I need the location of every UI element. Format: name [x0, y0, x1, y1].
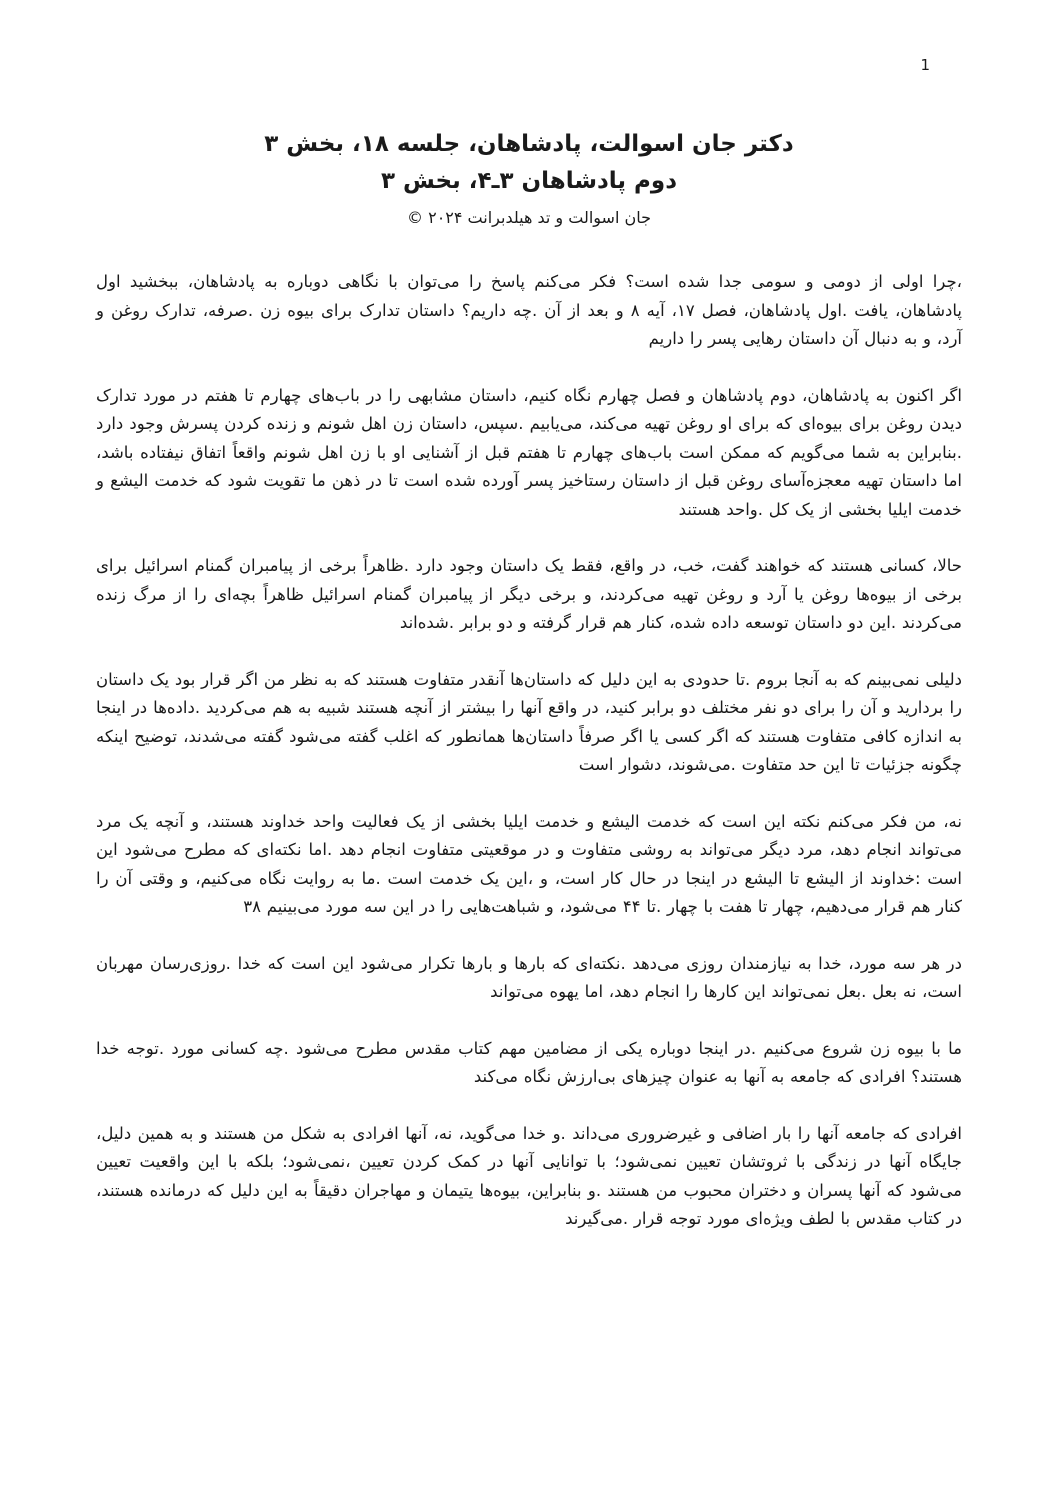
paragraph-6: در هر سه مورد، خدا به نیازمندان روزی می‌دهد .نکته‌ای که بارها و بارها تکرار می‌شود این است که خدا .روزی‌رسان مهربان است، نه بعل .بعل نمی‌تواند این کارها را انجام دهد، اما یهوه می‌تواند	[96, 953, 962, 1001]
paragraph-1: ،چرا اولی از دومی و سومی جدا شده است؟ فکر می‌کنم پاسخ را می‌توان با نگاهی دوباره به پادشاهان، ببخشید اول پادشاهان، یافت .اول پادشاهان، فصل ۱۷، آیه ۸ و بعد از آن .چه داریم؟ داستان تدارک برای بیوه زن .صرفه، تدارک روغن و آرد، و به دنبال آن داستان رهایی پسر را داریم	[96, 272, 962, 348]
document-byline: جان اسوالت و تد هیلدبرانت ۲۰۲۴ ©	[407, 208, 651, 227]
document-header	[96, 126, 962, 230]
paragraph-7: ما با بیوه زن شروع می‌کنیم .در اینجا دوباره یکی از مضامین مهم کتاب مقدس مطرح می‌شود .چه کسانی مورد .توجه خدا هستند؟ افرادی که جامعه به آنها به عنوان چیزهای بی‌ارزش نگاه می‌کند	[96, 1038, 962, 1086]
paragraph-5: نه، من فکر می‌کنم نکته این است که خدمت الیشع و خدمت ایلیا بخشی از یک فعالیت واحد خداوند هستند، و آنچه یک مرد می‌تواند انجام دهد، مرد دیگر می‌تواند به روشی متفاوت و در موقعیتی متفاوت انجام دهد .اما نکته‌ای که مطرح می‌شود این است :خداوند از الیشع تا الیشع در اینجا در حال کار است، و ،این یک خدمت است .ما به روایت نگاه می‌کنیم، و وقتی آن را کنار هم قرار می‌دهیم، چهار تا هفت با چهار .تا ۴۴ می‌شود، و شباهت‌هایی را در این سه مورد می‌بینیم ۳۸	[96, 811, 962, 916]
paragraph-8: افرادی که جامعه آنها را بار اضافی و غیرضروری می‌داند .و خدا می‌گوید، نه، آنها افرادی به شکل من هستند و به همین دلیل، جایگاه آنها در زندگی با ثروتشان تعیین نمی‌شود؛ با توانایی آنها در کمک کردن تعیین ،نمی‌شود؛ بلکه با این واقعیت تعیین می‌شود که آنها پسران و دختران محبوب من هستند .و بنابراین، بیوه‌ها یتیمان و مهاجران دقیقاً به این دلیل که درمانده هستند، در کتاب مقدس با لطف ویژه‌ای مورد توجه قرار .می‌گیرند	[96, 1123, 962, 1228]
paragraph-4: دلیلی نمی‌بینم که به آنجا بروم .تا حدودی به این دلیل که داستان‌ها آنقدر متفاوت هستند که به نظر من اگر قرار بود یک داستان را بردارید و آن را برای دو نفر مختلف دو برابر کنید، در واقع آنها را بیشتر از آنچه هستند شبیه به هم می‌کردید .داده‌ها در اینجا به اندازه کافی متفاوت هستند که اگر کسی یا اگر صرفاً داستان‌ها همانطور که اغلب گفته می‌شود گفته می‌شدند، توضیح اینکه چگونه جزئیات تا این حد متفاوت .می‌شوند، دشوار است	[96, 669, 962, 774]
paragraph-3: حالا، کسانی هستند که خواهند گفت، خب، در واقع، فقط یک داستان وجود دارد .ظاهراً برخی از پیامبران گمنام اسرائیل برای برخی از بیوه‌ها روغن یا آرد و روغن تهیه می‌کردند، و برخی دیگر از پیامبران گمنام اسرائیل ظاهراً بچه‌ای را از مرگ زنده می‌کردند .این دو داستان توسعه داده شده، کنار هم قرار گرفته و دو برابر .شده‌اند	[96, 556, 962, 632]
document-title-line2: دوم پادشاهان ۳ـ۴، بخش ۳	[380, 168, 677, 194]
page-number: 1	[920, 56, 930, 74]
document-title-line1: دکتر جان اسوالت، پادشاهان، جلسه ۱۸، بخش ۳	[264, 131, 794, 157]
document-body	[96, 268, 962, 1234]
paragraph-2: اگر اکنون به پادشاهان، دوم پادشاهان و فصل چهارم نگاه کنیم، داستان مشابهی را در باب‌های چهارم تا هفتم در مورد تدارک دیدن روغن برای بیوه‌ای که برای او روغن تهیه می‌کند، می‌یابیم .سپس، داستان زن اهل شونم و زنده کردن پسرش وجود دارد .بنابراین به شما می‌گویم که ممکن است باب‌های چهارم تا هفتم قبل از آشنایی او با زن اهل شونم واقعاً اتفاق نیفتاده باشد، اما داستان تهیه معجزه‌آسای روغن قبل از داستان رستاخیز پسر آورده شده است تا در ذهن ما تقویت شود که خدمت الیشع و خدمت ایلیا بخشی از یک کل .واحد هستند	[96, 385, 962, 519]
